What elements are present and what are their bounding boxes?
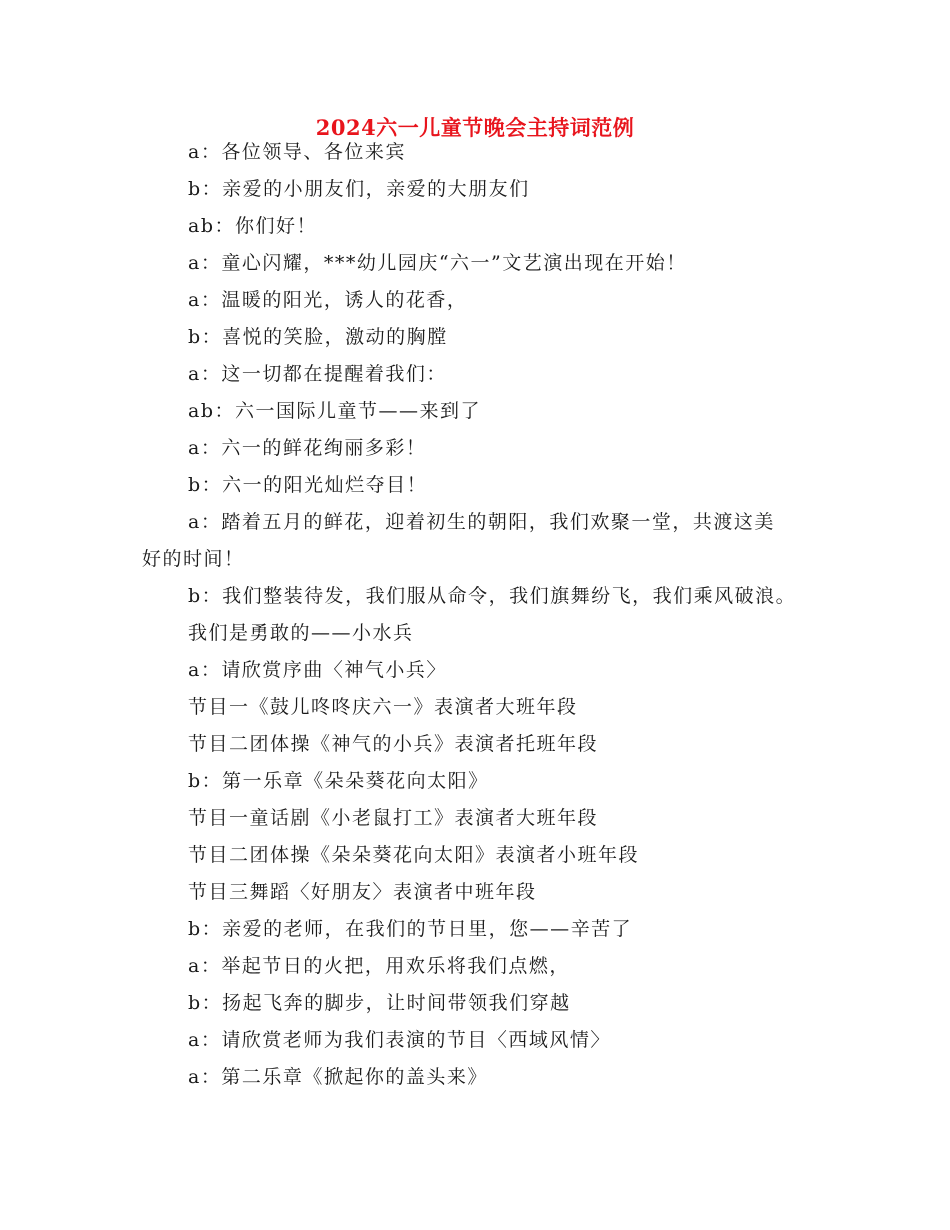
script-line: a：举起节日的火把，用欢乐将我们点燃， bbox=[188, 955, 570, 977]
script-line-continuation: 好的时间！ bbox=[142, 548, 245, 570]
script-line: b：我们整装待发，我们服从命令，我们旗舞纷飞，我们乘风破浪。 bbox=[188, 585, 797, 607]
script-line: 我们是勇敢的——小水兵 bbox=[188, 622, 414, 644]
script-line: a：这一切都在提醒着我们： bbox=[188, 363, 447, 385]
script-line: b：第一乐章《朵朵葵花向太阳》 bbox=[188, 770, 489, 792]
script-line: b：亲爱的小朋友们，亲爱的大朋友们 bbox=[188, 178, 530, 200]
script-line: ab：你们好！ bbox=[188, 215, 317, 237]
script-line-first: a：踏着五月的鲜花，迎着初生的朝阳，我们欢聚一堂，共渡这美 bbox=[188, 511, 775, 533]
script-line: ab：六一国际儿童节——来到了 bbox=[188, 400, 481, 422]
script-line: a：童心闪耀，***幼儿园庆“六一”文艺演出现在开始！ bbox=[188, 252, 687, 274]
script-line: a：温暖的阳光，诱人的花香， bbox=[188, 289, 468, 311]
script-line: a：请欣赏序曲〈神气小兵〉 bbox=[188, 659, 447, 681]
script-line: b：喜悦的笑脸，激动的胸膛 bbox=[188, 326, 448, 348]
script-line: a：第二乐章《掀起你的盖头来》 bbox=[188, 1066, 488, 1088]
script-line: b：亲爱的老师，在我们的节日里，您——辛苦了 bbox=[188, 918, 633, 940]
script-line: b：六一的阳光灿烂夺目！ bbox=[188, 474, 428, 496]
document-title: 2024六一儿童节晚会主持词范例 bbox=[315, 115, 635, 140]
script-paragraph-wrapped bbox=[142, 504, 832, 578]
script-line: a：各位领导、各位来宾 bbox=[188, 141, 406, 163]
program-item: 节目一《鼓儿咚咚庆六一》表演者大班年段 bbox=[188, 696, 578, 718]
script-line: a：请欣赏老师为我们表演的节目〈西域风情〉 bbox=[188, 1029, 611, 1051]
program-item: 节目一童话剧《小老鼠打工》表演者大班年段 bbox=[188, 807, 599, 829]
program-item: 节目三舞蹈〈好朋友〉表演者中班年段 bbox=[188, 881, 537, 903]
program-item: 节目二团体操《朵朵葵花向太阳》表演者小班年段 bbox=[188, 844, 640, 866]
document-body bbox=[142, 134, 832, 1096]
program-item: 节目二团体操《神气的小兵》表演者托班年段 bbox=[188, 733, 599, 755]
script-line: a：六一的鲜花绚丽多彩！ bbox=[188, 437, 427, 459]
script-line: b：扬起飞奔的脚步，让时间带领我们穿越 bbox=[188, 992, 571, 1014]
